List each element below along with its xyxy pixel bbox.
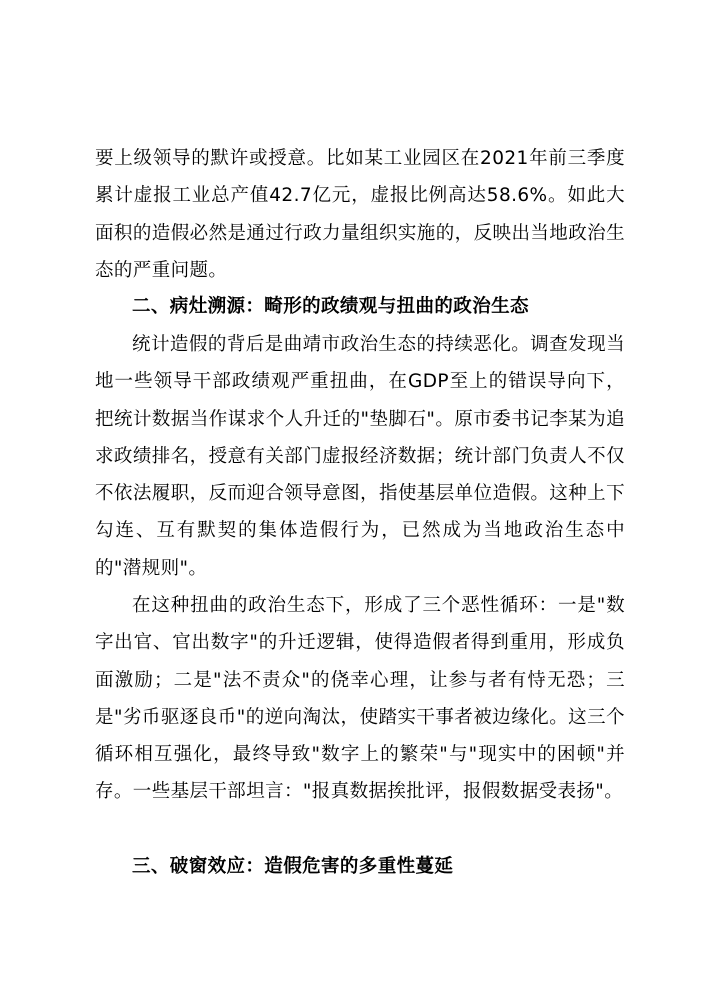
- paragraph-continued-fabrication-example: 要上级领导的默许或授意。比如某工业园区在2021年前三季度累计虚报工业总产值42.7亿元，虚报比例高达58.6%。如此大面积的造假必然是通过行政力量组织实施的，反映出当地政治生态的严重问题。: [95, 148, 625, 281]
- section-heading-2: 二、病灶溯源：畸形的政绩观与扭曲的政治生态: [132, 296, 529, 317]
- paragraph-political-ecology: 统计造假的背后是曲靖市政治生态的持续恶化。调查发现当地一些领导干部政绩观严重扭曲，在GDP至上的错误导向下，把统计数据当作谋求个人升迁的"垫脚石"。原市委书记李某为追求政绩排名，授意有关部门虚报经济数据；统计部门负责人不仅不依法履职，反而迎合领导意图，指使基层单位造假。这种上下勾连、互有默契的集体造假行为，已然成为当地政治生态中的"潜规则"。: [95, 334, 625, 579]
- paragraph-vicious-cycles: 在这种扭曲的政治生态下，形成了三个恶性循环：一是"数字出官、官出数字"的升迁逻辑，使得造假者得到重用，形成负面激励；二是"法不责众"的侥幸心理，让参与者有恃无恐；三是"劣币驱逐良币"的逆向淘汰，使踏实干事者被边缘化。这三个循环相互强化，最终导致"数字上的繁荣"与"现实中的困顿"并存。一些基层干部坦言："报真数据挨批评，报假数据受表扬"。: [95, 595, 625, 803]
- section-heading-3: 三、破窗效应：造假危害的多重性蔓延: [132, 856, 454, 877]
